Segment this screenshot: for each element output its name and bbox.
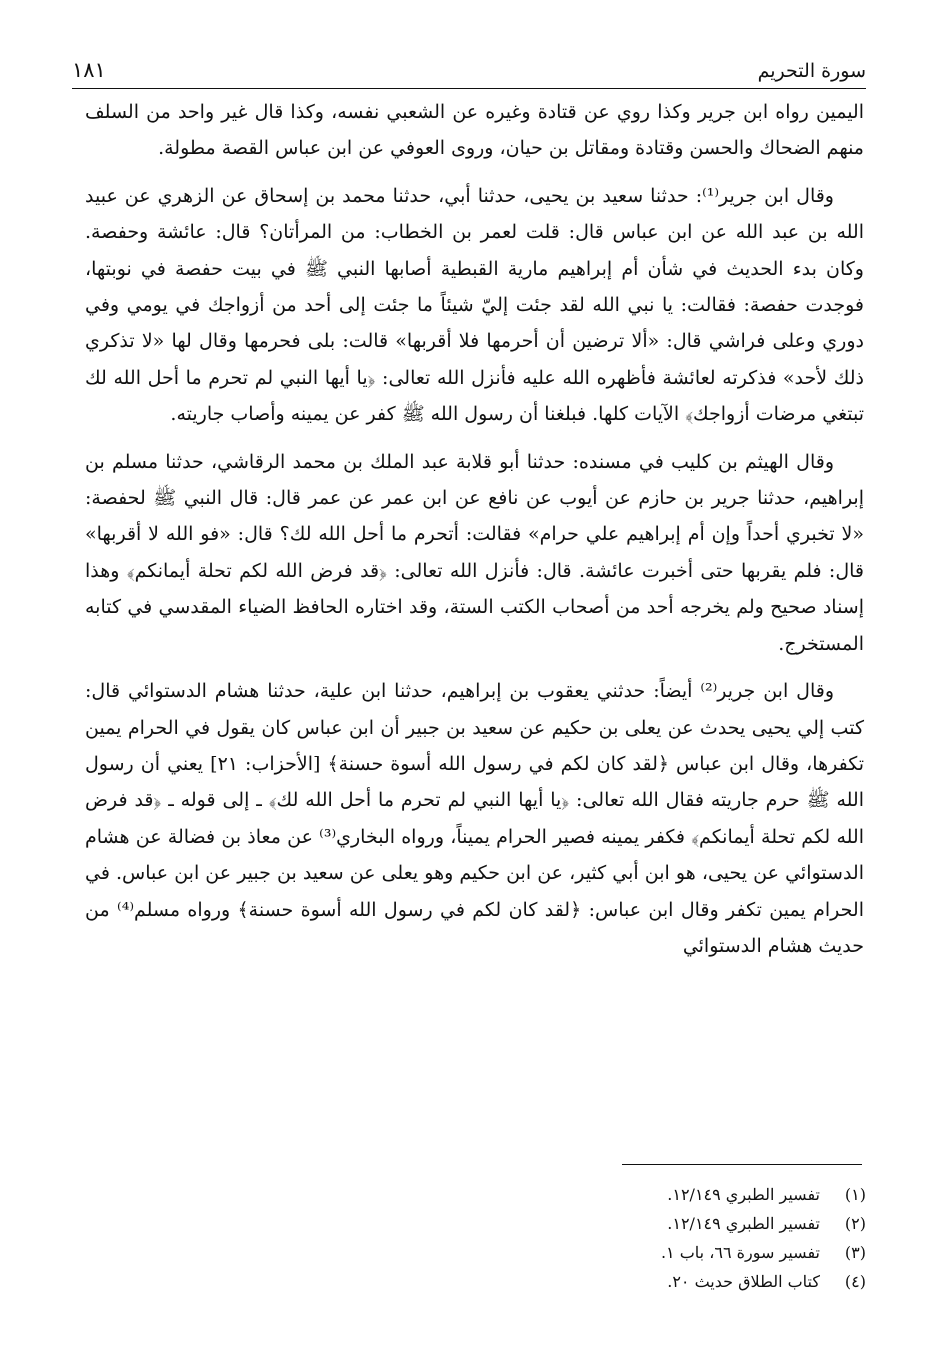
footnote-number: (٢) bbox=[844, 1214, 866, 1233]
footnote-item bbox=[200, 1267, 866, 1296]
footnote-item bbox=[200, 1209, 866, 1238]
footnote-text: تفسير الطبري ١٢/١٤٩. bbox=[667, 1185, 820, 1204]
footnote-item bbox=[200, 1238, 866, 1267]
header-divider bbox=[72, 88, 866, 89]
footnote-text: كتاب الطلاق حديث ٢٠. bbox=[667, 1272, 820, 1291]
main-text bbox=[85, 94, 864, 964]
running-header bbox=[72, 46, 866, 82]
footnote-number: (١) bbox=[844, 1185, 866, 1204]
footnote-number: (٤) bbox=[844, 1272, 866, 1291]
page-number: ١٨١ bbox=[72, 58, 106, 82]
paragraph: وقال ابن جرير⁽²⁾ أيضاً: حدثني يعقوب بن إبراهيم، حدثنا ابن علية، حدثنا هشام الدستوائي قال: كتب إلي يحيى يحدث عن يعلى بن حكيم عن سعيد بن جبير أن ابن عباس كان يقول في الحرام يمين تكفرها، وقال ابن عباس ﴿لقد كان لكم في رسول الله أسوة حسنة﴾ [الأحزاب: ٢١] يعني أن رسول الله ﷺ حرم جاريته فقال الله تعالى: ﴿يا أيها النبي لم تحرم ما أحل الله لك﴾ ـ إلى قوله ـ ﴿قد فرض الله لكم تحلة أيمانكم﴾ فكفر يمينه فصير الحرام يميناً، ورواه البخاري⁽³⁾ عن معاذ بن فضالة عن هشام الدستوائي عن يحيى، هو ابن أبي كثير، عن ابن حكيم وهو يعلى عن سعيد بن جبير عن ابن عباس. في الحرام يمين تكفر وقال ابن عباس: ﴿لقد كان لكم في رسول الله أسوة حسنة﴾ ورواه مسلم⁽⁴⁾ من حديث هشام الدستوائي bbox=[85, 680, 864, 957]
surah-title: سورة التحريم bbox=[757, 60, 866, 82]
footnote-text: تفسير سورة ٦٦، باب ١. bbox=[660, 1243, 820, 1262]
footnotes bbox=[200, 1180, 866, 1296]
paragraph: وقال ابن جرير⁽¹⁾: حدثنا سعيد بن يحيى، حدثنا أبي، حدثنا محمد بن إسحاق عن الزهري عن عبيد الله بن عبد الله عن ابن عباس قال: قلت لعمر بن الخطاب: من المرأتان؟ قال: عائشة وحفصة. وكان بدء الحديث في شأن أم إبراهيم مارية القبطية أصابها النبي ﷺ في بيت حفصة في نوبتها، فوجدت حفصة: فقالت: يا نبي الله لقد جئت إليّ شيئاً ما جئت إلى أحد من أزواجك في يومي وفي دوري وعلى فراشي قال: «ألا ترضين أن أحرمها فلا أقربها» قالت: بلى فحرمها وقال لها «لا تذكري ذلك لأحد» فذكرته لعائشة فأظهره الله عليه فأنزل الله تعالى: ﴿يا أيها النبي لم تحرم ما أحل الله لك تبتغي مرضات أزواجك﴾ الآيات كلها. فبلغنا أن رسول الله ﷺ كفر عن يمينه وأصاب جاريته. bbox=[85, 184, 864, 426]
paragraph: اليمين رواه ابن جرير وكذا روي عن قتادة وغيره عن الشعبي نفسه، وكذا قال غير واحد من السلف منهم الضحاك والحسن وقتادة ومقاتل بن حيان، وروى العوفي عن ابن عباس القصة مطولة. bbox=[85, 101, 864, 160]
footnote-divider bbox=[622, 1164, 862, 1165]
footnote-number: (٣) bbox=[844, 1243, 866, 1262]
paragraph: وقال الهيثم بن كليب في مسنده: حدثنا أبو قلابة عبد الملك بن محمد الرقاشي، حدثنا مسلم بن إبراهيم، حدثنا جرير بن حازم عن أيوب عن نافع عن ابن عمر عن عمر قال: قال النبي ﷺ لحفصة: «لا تخبري أحداً وإن أم إبراهيم علي حرام» فقالت: أتحرم ما أحل الله لك؟ قال: «فو الله لا أقربها» قال: فلم يقربها حتى أخبرت عائشة. قال: فأنزل الله تعالى: ﴿قد فرض الله لكم تحلة أيمانكم﴾ وهذا إسناد صحيح ولم يخرجه أحد من أصحاب الكتب الستة، وقد اختاره الحافظ الضياء المقدسي في كتابه المستخرج. bbox=[85, 450, 864, 655]
footnote-item bbox=[200, 1180, 866, 1209]
footnote-text: تفسير الطبري ١٢/١٤٩. bbox=[667, 1214, 820, 1233]
